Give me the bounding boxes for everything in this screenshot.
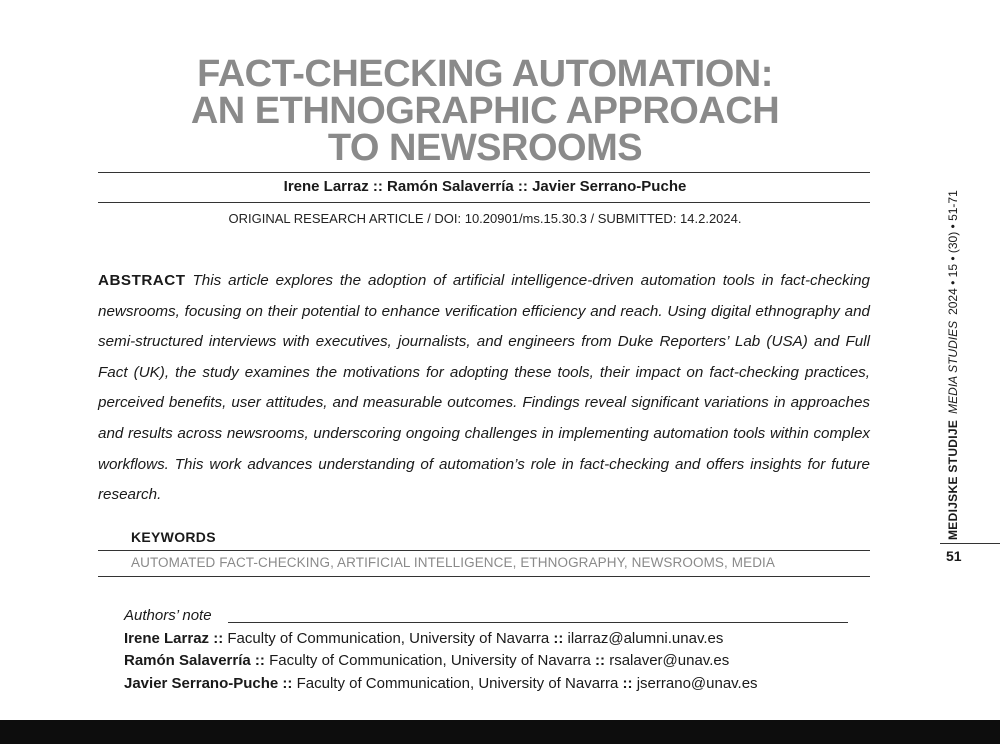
authors-note-rule (228, 622, 848, 623)
authors-note-entry (124, 630, 723, 647)
note-email: jserrano@unav.es (636, 675, 758, 692)
author-list: Irene Larraz :: Ramón Salaverría :: Javier Serrano-Puche (283, 178, 687, 195)
title-line-2: AN ETHNOGRAPHIC APPROACH (190, 90, 780, 132)
note-author-name: Javier Serrano-Puche (124, 675, 279, 692)
journal-name: MEDIJSKE STUDIJE (946, 419, 960, 540)
viewer-bottom-bar (0, 720, 1000, 744)
keywords-values: AUTOMATED FACT-CHECKING, ARTIFICIAL INTELLIGENCE, ETHNOGRAPHY, NEWSROOMS, MEDIA (131, 555, 775, 570)
note-affiliation: Faculty of Communication, University of Navarra (296, 675, 619, 692)
abstract-label: ABSTRACT (98, 272, 186, 289)
keywords-top-rule (98, 550, 870, 551)
abstract-text: This article explores the adoption of artificial intelligence-driven automation tools in fact-checking newsrooms, focusing on their potential to enhance verification efficiency and reach. Using digital ethnography and semi-structured interviews with executives, journalists, and engineers from Duke Reporters’ Lab (USA) and Full Fact (UK), the study examines the motivations for adopting these tools, their impact on fact-checking practices, perceived benefits, user attitudes, and measurable outcomes. Findings reveal significant variations in approaches and results across newsrooms, underscoring ongoing challenges in implementing automation tools within complex workflows. This work advances understanding of automation’s role in fact-checking and offers insights for future research. (98, 272, 870, 504)
note-separator: :: (213, 630, 224, 647)
note-separator: :: (254, 652, 265, 669)
keywords-label: KEYWORDS (131, 529, 216, 545)
note-affiliation: Faculty of Communication, University of Navarra (269, 652, 591, 669)
article-meta: ORIGINAL RESEARCH ARTICLE / DOI: 10.20901/ms.15.30.3 / SUBMITTED: 14.2.2024. (228, 211, 742, 226)
journal-subtitle: MEDIA STUDIES (946, 320, 960, 414)
keywords-bottom-rule (98, 576, 870, 577)
note-separator: :: (622, 675, 633, 692)
note-separator: :: (282, 675, 293, 692)
note-separator: :: (595, 652, 606, 669)
abstract-block (98, 266, 870, 511)
authors-bottom-rule (98, 202, 870, 203)
page-number: 51 (946, 548, 962, 564)
authors-top-rule (98, 172, 870, 173)
note-affiliation: Faculty of Communication, University of Navarra (227, 630, 550, 647)
note-email: ilarraz@alumni.unav.es (567, 630, 724, 647)
note-separator: :: (553, 630, 564, 647)
journal-volume: 2024 • 15 • (30) • 51-71 (946, 190, 960, 315)
sidebar-rule (940, 543, 1000, 544)
authors-note-entry (124, 652, 729, 669)
article-title (100, 53, 870, 169)
title-line-1: FACT-CHECKING AUTOMATION: (197, 53, 773, 95)
note-author-name: Irene Larraz (124, 630, 210, 647)
title-line-3: TO NEWSROOMS (327, 127, 643, 169)
note-author-name: Ramón Salaverría (124, 652, 251, 669)
note-email: rsalaver@unav.es (609, 652, 730, 669)
authors-note-entry (124, 675, 758, 692)
authors-note-label: Authors’ note (124, 607, 212, 624)
